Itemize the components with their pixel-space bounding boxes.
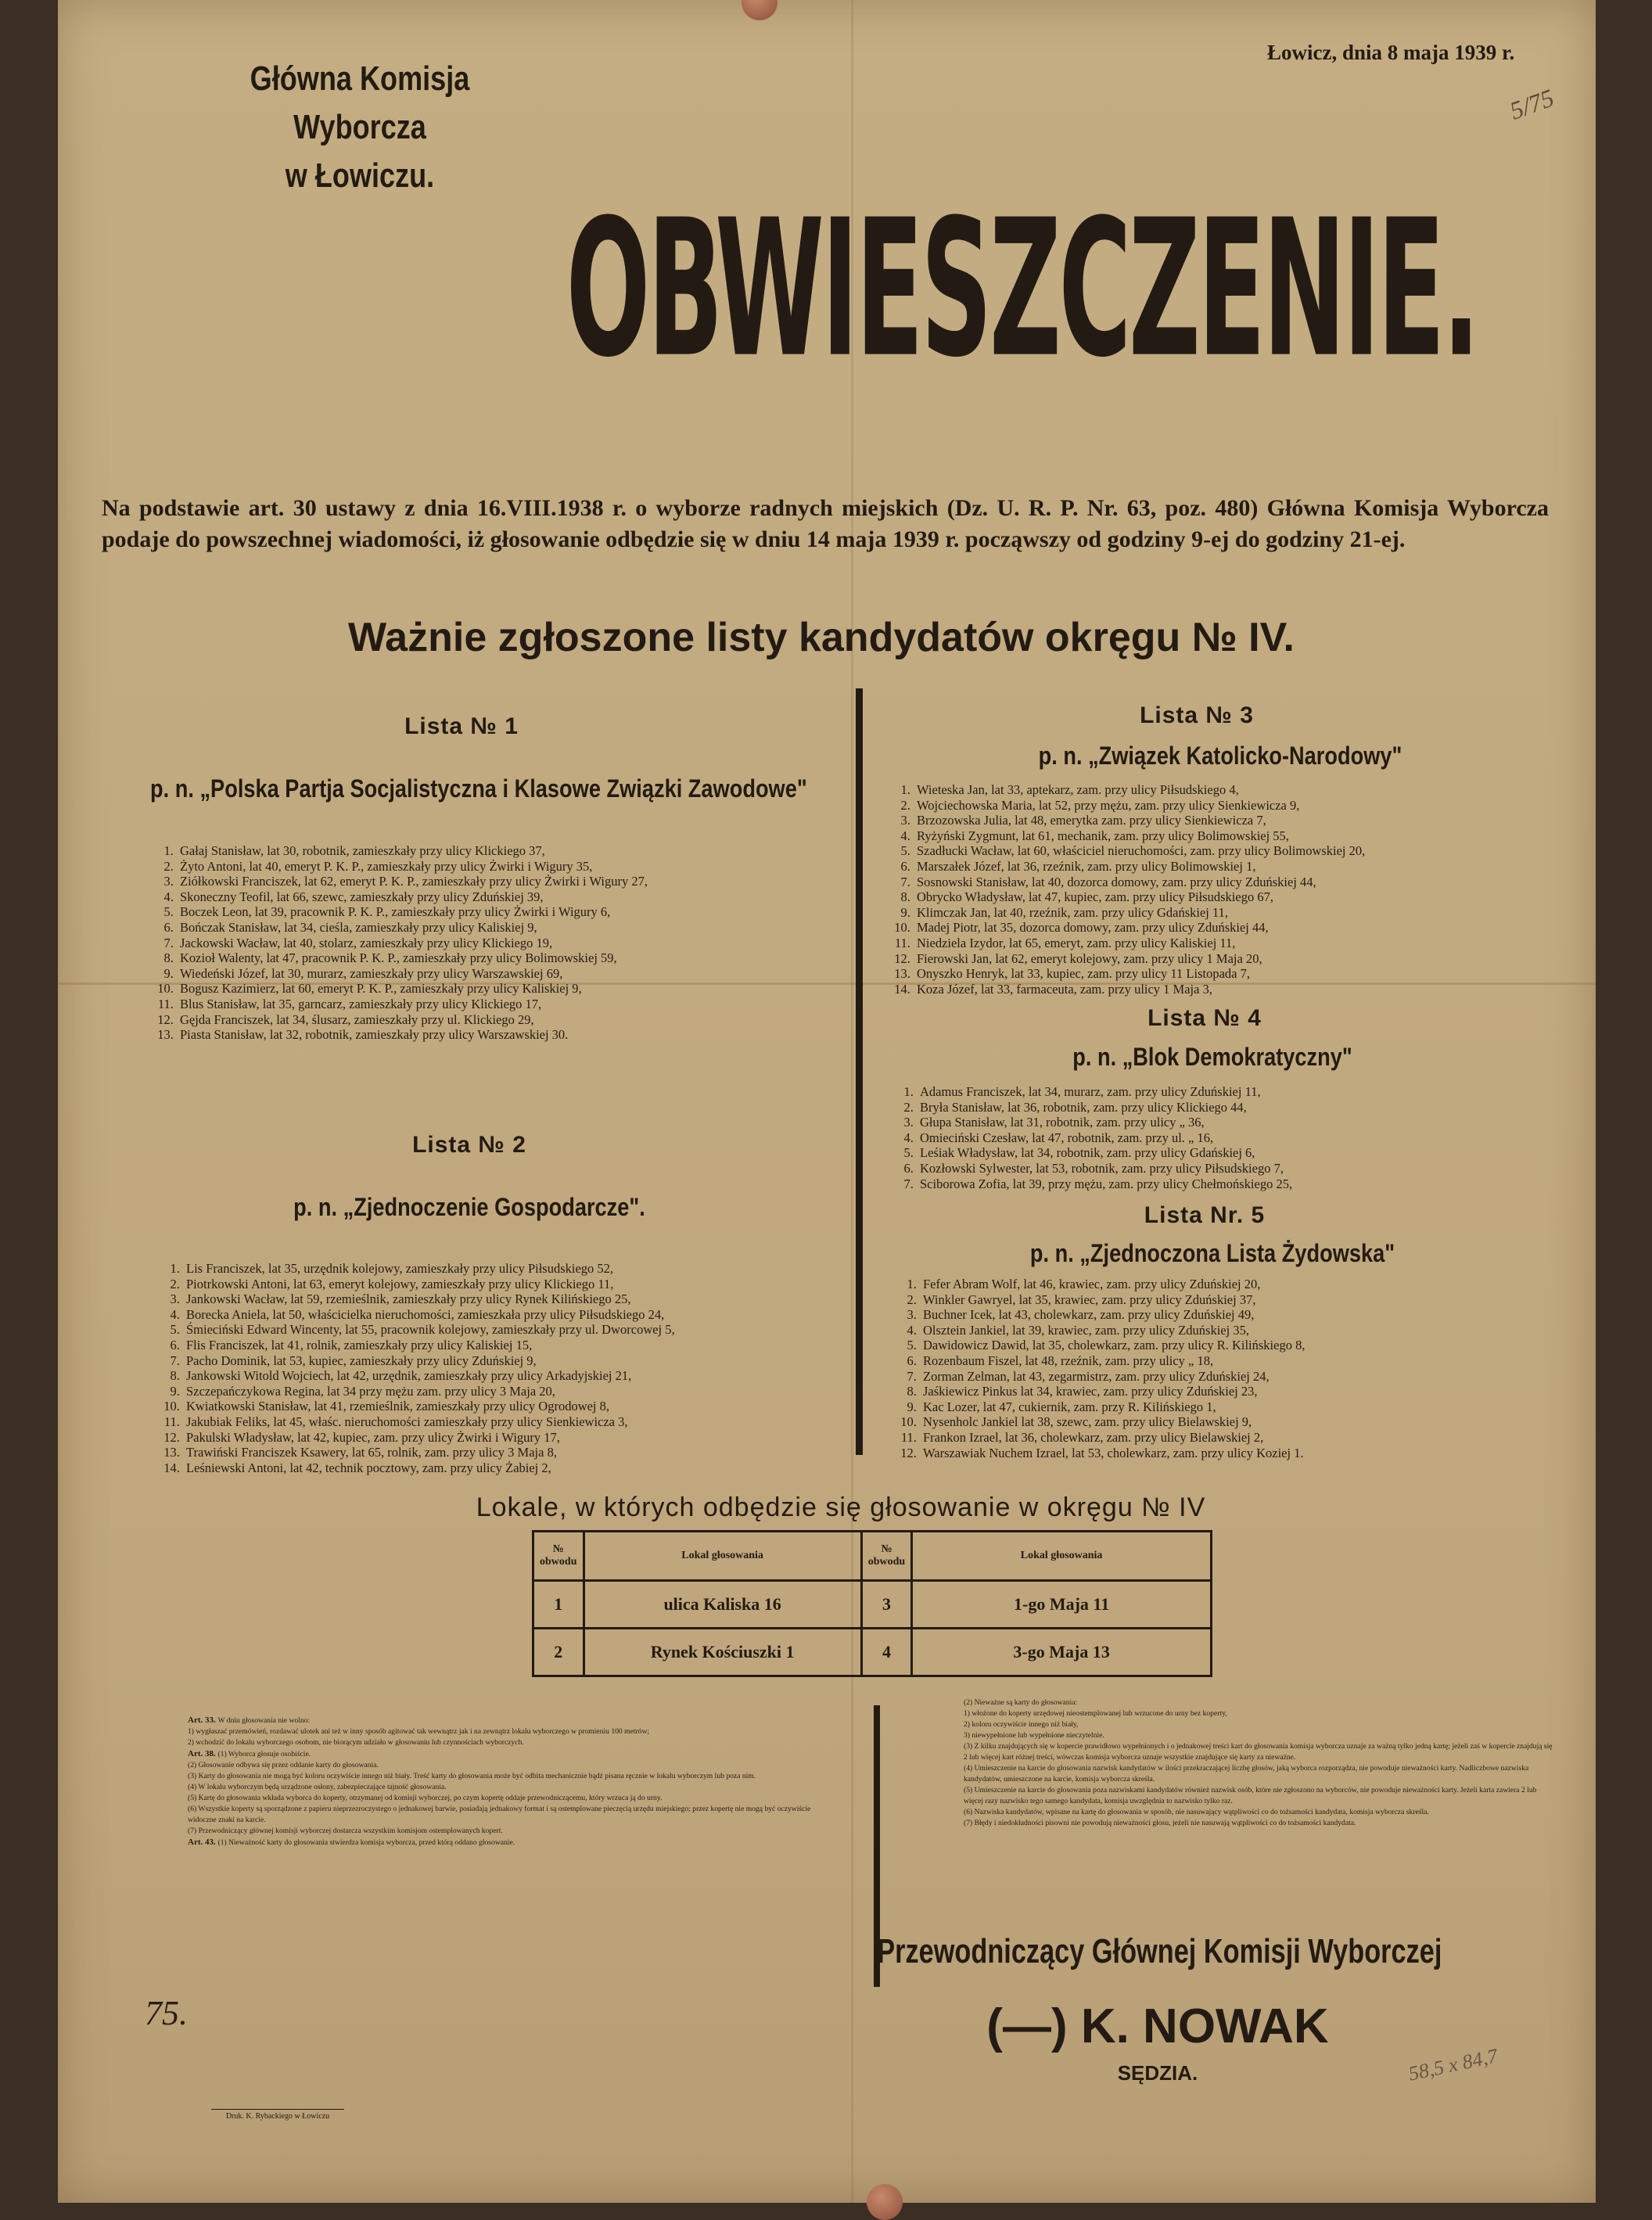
district-number: 4: [861, 1629, 912, 1676]
candidate-item: 12. Gęjda Franciszek, lat 34, ślusarz, zamieszkały przy ul. Klickiego 29,: [177, 1012, 648, 1028]
candidate-item: 1. Adamus Franciszek, lat 34, murarz, zam. przy ulicy Zduńskiej 11,: [917, 1084, 1292, 1100]
candidate-item: 8. Obrycko Władysław, lat 47, kupiec, zam. przy ulicy Piłsudskiego 67,: [914, 889, 1365, 905]
article-text: (7) Przewodniczący głównej komisji wyborczej dostarcza wszystkim komisjom ostemplowanych kopert.: [188, 1827, 503, 1835]
intro-paragraph: Na podstawie art. 30 ustawy z dnia 16.VIII.1938 r. o wyborze radnych miejskich (Dz. U. R. P. Nr. 63, poz. 480) Główna Komisja Wyborcza podaje do powszechnej wiadomości, iż głosowanie odbędzie się w dniu 14 maja 1939 r. począwszy od godziny 9-ej do godziny 21-ej.: [102, 495, 1549, 552]
candidate-item: 6. Flis Franciszek, lat 41, rolnik, zamieszkały przy ulicy Kaliskiej 15,: [183, 1338, 675, 1353]
candidate-item: 6. Bończak Stanisław, lat 34, cieśla, zamieszkały przy ulicy Kaliskiej 9,: [177, 920, 648, 936]
article-paragraph: [964, 1708, 1554, 1719]
candidate-item: 3. Buchner Icek, lat 43, cholewkarz, zam. przy ulicy Zduńskiej 49,: [920, 1307, 1305, 1323]
polling-place: Rynek Kościuszki 1: [584, 1629, 861, 1676]
article-text: (3) Z kilku znajdujących się w kopercie prawidłowo wypełnionych i o jednakowej treści kart do głosowania komisja wyborcza uznaje za ważną tylko jedną kartę; jeżeli zaś w kopercie znajdują się 2 lub więcej kart różnej treści, wówczas komisja wyborcza uznaje wszystkie znajdujące się karty za nieważne.: [964, 1742, 1553, 1762]
date-line: Łowicz, dnia 8 maja 1939 r.: [1267, 41, 1515, 64]
candidate-item: 11. Frankon Izrael, lat 36, cholewkarz, zam. przy ulicy Bielawskiej 2,: [920, 1430, 1305, 1446]
candidate-item: 8. Jaśkiewicz Pinkus lat 34, krawiec, zam. przy ulicy Zduńskiej 23,: [920, 1384, 1305, 1399]
list-5-candidates: [874, 1277, 1305, 1460]
article-paragraph: [964, 1818, 1554, 1829]
list-3-name: p. n. „Związek Katolicko-Narodowy": [1038, 742, 1402, 770]
article-text: (6) Nazwiska kandydatów, wpisane na kartę do głosowania w sposób, nie nasuwający wątpliwości co do tożsamości kandydata, komisja wyborcza skreśla.: [964, 1808, 1429, 1816]
candidate-item: 4. Olsztein Jankiel, lat 39, krawiec, zam. przy ulicy Zduńskiej 35,: [920, 1323, 1305, 1338]
list-1-name: p. n. „Polska Partja Socjalistyczna i Klasowe Związki Zawodowe": [150, 774, 807, 803]
pencil-mark: 5/75: [1506, 83, 1558, 125]
article-paragraph: [964, 1807, 1554, 1818]
col-header-place: Lokal głosowania: [584, 1532, 861, 1581]
table-row: [533, 1629, 1212, 1676]
candidate-item: 13. Piasta Stanisław, lat 32, robotnik, zamieszkały przy ulicy Warszawskiej 30.: [177, 1027, 648, 1043]
candidate-item: 2. Żyto Antoni, lat 40, emeryt P. K. P., zamieszkały przy ulicy Żwirki i Wigury 35,: [177, 859, 648, 875]
dimensions-note: 58,5 x 84,7: [1406, 2044, 1500, 2085]
candidate-item: 5. Śmieciński Edward Wincenty, lat 55, pracownik kolejowy, zamieszkały przy ul. Dworcowej 5,: [183, 1322, 675, 1338]
article-paragraph: [964, 1730, 1554, 1741]
article-text: (6) Wszystkie koperty są sporządzone z papieru nieprzezroczystego o jednakowej barwie, posiadają jednakowy format i są ostemplowane pieczęcią urzędu miejskiego; przez kopertę nie mogą być oczywiście widoczne znaki na karcie.: [188, 1805, 811, 1824]
list-1-header: Lista № 1: [404, 713, 519, 739]
candidate-item: 4. Borecka Aniela, lat 50, właścicielka nieruchomości, zamieszkała przy ulicy Piłsudskiego 24,: [183, 1307, 675, 1323]
candidate-item: 9. Wiedeński Józef, lat 30, murarz, zamieszkały przy ulicy Warszawskiej 69,: [177, 966, 648, 982]
col-header-no: № obwodu: [533, 1532, 584, 1581]
candidate-item: 2. Bryła Stanisław, lat 36, robotnik, zam. przy ulicy Klickiego 44,: [917, 1100, 1292, 1115]
district-number: 3: [861, 1581, 912, 1629]
candidate-item: 4. Skoneczny Teofil, lat 66, szewc, zamieszkały przy ulicy Zduńskiej 39,: [177, 889, 648, 905]
candidate-item: 10. Bogusz Kazimierz, lat 60, emeryt P. K. P., zamieszkały przy ulicy Kaliskiej 9,: [177, 981, 648, 997]
article-text: 2) koloru oczywiście innego niż biały,: [964, 1720, 1079, 1729]
candidate-item: 3. Ziółkowski Franciszek, lat 62, emeryt P. K. P., zamieszkały przy ulicy Żwirki i Wigury 27,: [177, 874, 648, 889]
article-paragraph: [188, 1804, 837, 1826]
candidate-item: 7. Sciborowa Zofia, lat 39, przy mężu, zam. przy ulicy Chełmońskiego 25,: [917, 1176, 1292, 1192]
candidate-item: 2. Wojciechowska Maria, lat 52, przy mężu, zam. przy ulicy Sienkiewicza 9,: [914, 798, 1365, 814]
article-text: (2) Głosowanie odbywa się przez oddanie karty do głosowania.: [188, 1761, 379, 1769]
candidate-item: 9. Kac Lozer, lat 47, cukiernik, zam. przy R. Kilińskiego 1,: [920, 1399, 1305, 1415]
signature-role: SĘDZIA.: [1117, 2061, 1198, 2085]
candidate-item: 3. Jankowski Wacław, lat 59, rzemieślnik, zamieszkały przy ulicy Rynek Kilińskiego 25,: [183, 1291, 675, 1307]
article-label: Art. 43.: [188, 1837, 218, 1847]
article-paragraph: [188, 1726, 837, 1737]
article-paragraph: [188, 1793, 837, 1804]
article-label: Art. 33.: [188, 1715, 218, 1725]
candidate-item: 4. Omieciński Czesław, lat 47, robotnik, zam. przy ul. „ 16,: [917, 1130, 1292, 1146]
candidate-item: 3. Głupa Stanisław, lat 31, robotnik, zam. przy ulicy „ 36,: [917, 1115, 1292, 1130]
article-paragraph: [188, 1748, 837, 1760]
article-text: (5) Umieszczenie na karcie do głosowania poza nazwiskami kandydatów również nazwisk osób, które nie zgłoszono na wyborców, nie powoduje nieważności karty. Jeżeli karta zawiera 2 lub więcej razy nazwisko tego samego kandydata, komisja uwzględnia to nazwisko tylko raz.: [964, 1786, 1537, 1805]
candidate-item: 10. Nysenholc Jankiel lat 38, szewc, zam. przy ulicy Bielawskiej 9,: [920, 1414, 1305, 1430]
list-5-header: Lista Nr. 5: [1144, 1202, 1266, 1228]
candidate-item: 8. Kozioł Walenty, lat 47, pracownik P. K. P., zamieszkały przy ulicy Bolimowskiej 59,: [177, 950, 648, 966]
district-number: 2: [533, 1629, 584, 1676]
candidate-item: 1. Wieteska Jan, lat 33, aptekarz, zam. przy ulicy Piłsudskiego 4,: [914, 782, 1365, 798]
page-title: OBWIESZCZENIE.: [566, 180, 1478, 400]
list-2-header: Lista № 2: [412, 1132, 526, 1158]
article-paragraph: [964, 1719, 1554, 1730]
printer-imprint: Druk. K. Rybackiego w Łowiczu: [211, 2109, 344, 2121]
candidate-item: 13. Onyszko Henryk, lat 33, kupiec, zam. przy ulicy 11 Listopada 7,: [914, 966, 1365, 982]
polling-place: 1-go Maja 11: [912, 1581, 1212, 1629]
article-paragraph: [188, 1715, 837, 1726]
candidate-item: 7. Sosnowski Stanisław, lat 40, dozorca domowy, zam. przy ulicy Zduńskiej 44,: [914, 875, 1365, 890]
candidate-item: 2. Piotrkowski Antoni, lat 63, emeryt kolejowy, zamieszkały przy ulicy Klickiego 11,: [183, 1277, 675, 1292]
candidate-item: 7. Pacho Dominik, lat 53, kupiec, zamieszkały przy ulicy Zduńskiej 9,: [183, 1353, 675, 1369]
article-text: (5) Kartę do głosowania wkłada wyborca do koperty, otrzymanej od komisji wyborczej, po czym kopertę oddaje przewodniczącemu, który wrzuca ją do urny.: [188, 1794, 663, 1802]
article-label: Art. 38.: [188, 1749, 218, 1758]
col-header-no: № obwodu: [861, 1532, 912, 1581]
candidate-item: 5. Leśiak Władysław, lat 34, robotnik, zam. przy ulicy Gdańskiej 6,: [917, 1145, 1292, 1161]
candidate-item: 10. Kwiatkowski Stanisław, lat 41, rzemieślnik, zamieszkały przy ulicy Ogrodowej 8,: [183, 1399, 675, 1414]
candidate-item: 7. Jackowski Wacław, lat 40, stolarz, zamieszkały przy ulicy Klickiego 19,: [177, 936, 648, 951]
commission-line-1: Główna Komisja Wyborcza: [250, 59, 470, 146]
article-paragraph: [188, 1737, 837, 1748]
article-text: (1) Wyborca głosuje osobiście.: [217, 1750, 311, 1758]
article-paragraph: [188, 1760, 837, 1771]
section-heading: Ważnie zgłoszone listy kandydatów okręgu № IV.: [348, 615, 1295, 660]
article-text: (1) Nieważność karty do głosowania stwierdza komisja wyborcza, przed którą oddano głosowanie.: [217, 1838, 515, 1847]
articles-right: [964, 1697, 1554, 1829]
article-text: (7) Błędy i niedokładności pisowni nie powodują nieważności głosu, jeżeli nie nasuwają wątpliwości co do tożsamości kandydata.: [964, 1819, 1356, 1827]
article-text: (2) Nieważne są karty do głosowania:: [964, 1698, 1078, 1707]
candidate-item: 6. Rozenbaum Fiszel, lat 48, rzeźnik, zam. przy ulicy „ 18,: [920, 1353, 1305, 1369]
candidate-item: 9. Klimczak Jan, lat 40, rzeźnik, zam. przy ulicy Gdańskiej 11,: [914, 905, 1365, 921]
candidate-item: 5. Dawidowicz Dawid, lat 35, cholewkarz, zam. przy ulicy R. Kilińskiego 8,: [920, 1338, 1305, 1353]
list-4-name: p. n. „Blok Demokratyczny": [1072, 1043, 1352, 1071]
candidate-item: 14. Leśniewski Antoni, lat 42, technik pocztowy, zam. przy ulicy Żabiej 2,: [183, 1460, 675, 1476]
candidate-item: 3. Brzozowska Julia, lat 48, emerytka zam. przy ulicy Sienkiewicza 7,: [914, 813, 1365, 828]
polling-heading: Lokale, w których odbędzie się głosowanie w okręgu № IV: [476, 1493, 1206, 1522]
articles-left: [188, 1715, 837, 1848]
candidate-item: 7. Zorman Zelman, lat 43, zegarmistrz, zam. przy ulicy Zduńskiej 24,: [920, 1369, 1305, 1385]
table-header-row: [533, 1532, 1212, 1581]
district-number: 1: [533, 1581, 584, 1629]
polling-place: 3-go Maja 13: [912, 1629, 1212, 1676]
candidate-item: 6. Kozłowski Sylwester, lat 53, robotnik, zam. przy ulicy Piłsudskiego 7,: [917, 1161, 1292, 1176]
candidate-item: 5. Boczek Leon, lat 39, pracownik P. K. P., zamieszkały przy ulicy Żwirki i Wigury 6,: [177, 904, 648, 920]
article-paragraph: [188, 1782, 837, 1793]
candidate-item: 11. Jakubiak Feliks, lat 45, właśc. nieruchomości zamieszkały przy ulicy Sienkiewicza 3,: [183, 1414, 675, 1430]
candidate-item: 11. Blus Stanisław, lat 35, garncarz, zamieszkały przy ulicy Klickiego 17,: [177, 997, 648, 1012]
column-divider: [856, 688, 863, 1455]
candidate-item: 9. Szczepańczykowa Regina, lat 34 przy mężu zam. przy ulicy 3 Maja 20,: [183, 1384, 675, 1399]
article-text: W dniu głosowania nie wolno:: [217, 1716, 311, 1725]
polling-table: [532, 1530, 1212, 1677]
article-text: 2) wchodzić do lokalu wyborczego osobom, nie biorącym udziału w głosowaniu lub czynnościach wyborczych.: [188, 1738, 524, 1747]
list-4-header: Lista № 4: [1147, 1005, 1262, 1031]
table-row: [533, 1581, 1212, 1629]
commission-header: [187, 55, 533, 200]
candidate-item: 1. Gałaj Stanisław, lat 30, robotnik, zamieszkały przy ulicy Klickiego 37,: [177, 843, 648, 859]
list-3-candidates: [868, 782, 1365, 997]
article-text: 1) wygłaszać przemówień, rozdawać ulotek ani też w inny sposób agitować tak wewnątrz jak i na zewnątrz lokalu wyborczego w promieniu 100 metrów;: [188, 1727, 650, 1736]
list-5-name: p. n. „Zjednoczona Lista Żydowska": [1029, 1239, 1395, 1267]
candidate-item: 10. Madej Piotr, lat 35, dozorca domowy, zam. przy ulicy Zduńskiej 44,: [914, 920, 1365, 936]
article-paragraph: [964, 1785, 1554, 1807]
list-4-candidates: [871, 1084, 1292, 1191]
pin-icon: [867, 2184, 903, 2220]
article-text: 1) włożone do koperty urzędowej nieostemplowanej lub wrzucone do urny bez koperty,: [964, 1709, 1227, 1718]
article-text: (3) Karty do głosowania nie mogą być koloru oczywiście innego niż biały. Treść karty do głosowania może być odbita mechanicznie bądź pisana ręcznie w lokalu wyborczym lub poza nim.: [188, 1772, 756, 1780]
article-paragraph: [188, 1837, 837, 1848]
col-header-place: Lokal głosowania: [912, 1532, 1212, 1581]
article-paragraph: [964, 1697, 1554, 1708]
signature-title: Przewodniczący Głównej Komisji Wyborczej: [877, 1932, 1442, 1970]
candidate-item: 6. Marszałek Józef, lat 36, rzeźnik, zam. przy ulicy Bolimowskiej 1,: [914, 859, 1365, 875]
candidate-item: 14. Koza Józef, lat 33, farmaceuta, zam. przy ulicy 1 Maja 3,: [914, 982, 1365, 997]
candidate-item: 12. Pakulski Władysław, lat 42, kupiec, zam. przy ulicy Żwirki i Wigury 17,: [183, 1430, 675, 1446]
candidate-item: 12. Fierowski Jan, lat 62, emeryt kolejowy, zam. przy ulicy 1 Maja 20,: [914, 951, 1365, 967]
article-paragraph: [964, 1741, 1554, 1763]
article-paragraph: [964, 1763, 1554, 1785]
candidate-item: 2. Winkler Gawryel, lat 35, krawiec, zam. przy ulicy Zduńskiej 37,: [920, 1292, 1305, 1308]
candidate-item: 11. Niedziela Izydor, lat 65, emeryt, zam. przy ulicy Kaliskiej 11,: [914, 936, 1365, 951]
article-text: (4) Umieszczenie na karcie do głosowania nazwisk kandydatów w ilości przekraczającej liczbę głosów, jaką wyborca rozporządza, nie powoduje nieważności karty. Nadliczbowe nazwiska kandydatów, umieszczone na karcie, komisja wyborcza skreśla.: [964, 1764, 1529, 1784]
article-text: (4) W lokalu wyborczym będą urządzone osłony, zabezpieczające tajność głosowania.: [188, 1783, 447, 1791]
candidate-item: 5. Szadłucki Wacław, lat 60, właściciel nieruchomości, zam. przy ulicy Bolimowskiej 20,: [914, 843, 1365, 859]
list-3-header: Lista № 3: [1140, 702, 1254, 728]
list-1-candidates: [131, 843, 648, 1043]
polling-place: ulica Kaliska 16: [584, 1581, 861, 1629]
candidate-item: 4. Ryżyński Zygmunt, lat 61, mechanik, zam. przy ulicy Bolimowskiej 55,: [914, 828, 1365, 844]
commission-line-2: w Łowiczu.: [285, 156, 435, 195]
candidate-item: 12. Warszawiak Nuchem Izrael, lat 53, cholewkarz, zam. przy ulicy Koziej 1.: [920, 1446, 1305, 1461]
candidate-item: 13. Trawiński Franciszek Ksawery, lat 65, rolnik, zam. przy ulicy 3 Maja 8,: [183, 1445, 675, 1460]
article-paragraph: [188, 1771, 837, 1782]
article-text: 3) niewypełnione lub wypełnione nieczytelnie.: [964, 1731, 1104, 1740]
handwritten-number: 75.: [145, 1994, 188, 2032]
article-paragraph: [188, 1826, 837, 1837]
list-2-candidates: [138, 1261, 675, 1475]
candidate-item: 1. Lis Franciszek, lat 35, urzędnik kolejowy, zamieszkały przy ulicy Piłsudskiego 52,: [183, 1261, 675, 1277]
list-2-name: p. n. „Zjednoczenie Gospodarcze".: [293, 1193, 645, 1221]
signature-name: (—) K. NOWAK: [986, 1999, 1329, 2053]
candidate-item: 1. Fefer Abram Wolf, lat 46, krawiec, zam. przy ulicy Zduńskiej 20,: [920, 1277, 1305, 1292]
candidate-item: 8. Jankowski Witold Wojciech, lat 42, urzędnik, zamieszkały przy ulicy Arkadyjskiej 21,: [183, 1368, 675, 1384]
